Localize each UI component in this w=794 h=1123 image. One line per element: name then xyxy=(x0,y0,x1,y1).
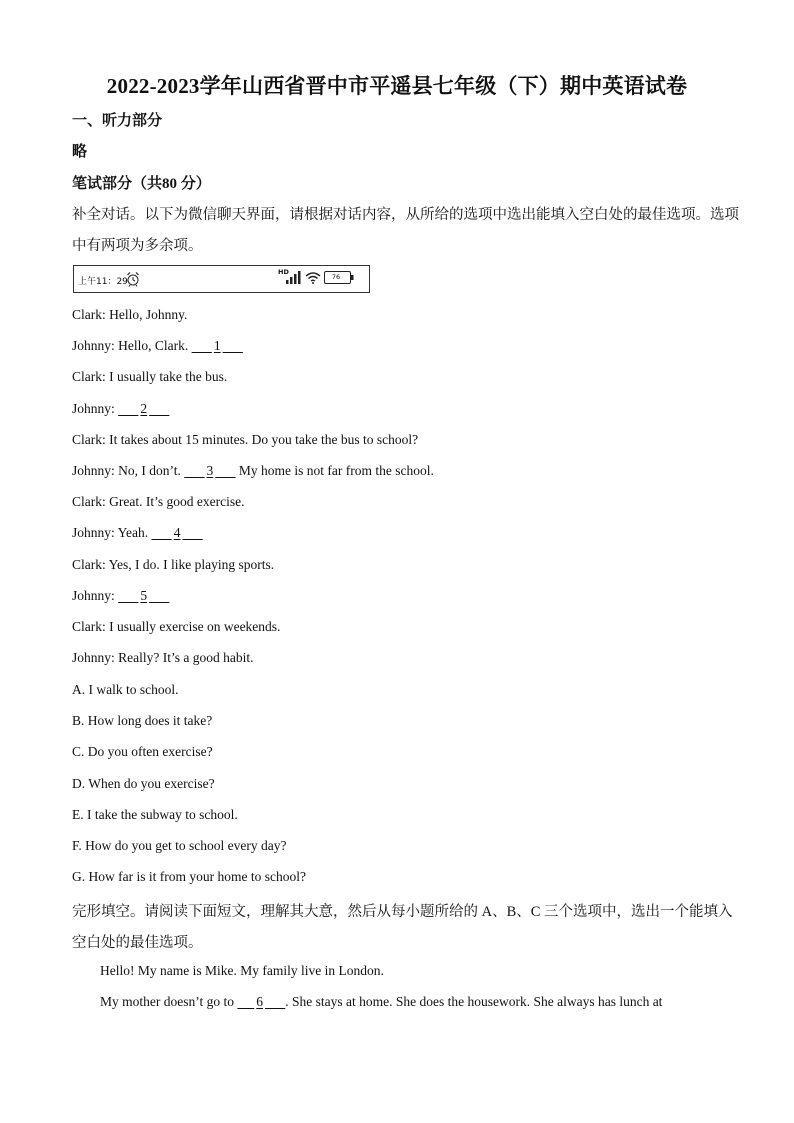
dialogue-text: Clark: I usually exercise on weekends. xyxy=(72,619,281,634)
network-label: HD xyxy=(278,268,289,276)
dialogue-line xyxy=(72,525,203,541)
dialogue-text: Clark: I usually take the bus. xyxy=(72,369,228,384)
answer-blank[interactable]: 3 xyxy=(206,463,214,478)
dialogue-line xyxy=(72,432,418,448)
dialogue-line xyxy=(72,463,434,479)
wifi-icon xyxy=(305,271,321,284)
dialogue-text: Johnny: Hello, Clark. xyxy=(72,338,192,353)
dialogue-text: Johnny: Really? It’s a good habit. xyxy=(72,650,254,665)
dialogue-line xyxy=(72,338,243,354)
page-title: 2022-2023学年山西省晋中市平遥县七年级（下）期中英语试卷 xyxy=(106,74,688,98)
answer-option: E. I take the subway to school. xyxy=(72,807,238,822)
answer-blank[interactable]: 2 xyxy=(140,401,148,416)
dialogue-text: Johnny: No, I don’t. xyxy=(72,463,185,478)
passage-text: My mother doesn’t go to xyxy=(100,994,238,1009)
dialogue-line xyxy=(72,588,169,604)
answer-blank[interactable]: 4 xyxy=(173,525,181,540)
dialogue-text: Johnny: xyxy=(72,588,119,603)
dialogue-text: My home is not far from the school. xyxy=(235,463,434,478)
dialogue-line xyxy=(72,369,227,385)
chat-status-bar xyxy=(73,265,370,293)
dialogue-line xyxy=(72,650,253,666)
dialogue-line xyxy=(72,619,280,635)
status-time: 上午11：29 xyxy=(78,277,128,287)
passage-paragraph: Hello! My name is Mike. My family live in London. xyxy=(100,963,384,978)
section-heading-written: 笔试部分（共80 分） xyxy=(72,176,211,192)
answer-option: C. Do you often exercise? xyxy=(72,744,213,759)
answer-blank[interactable]: 6 xyxy=(256,994,263,1009)
answer-option: F. How do you get to school every day? xyxy=(72,838,287,853)
dialogue-line xyxy=(72,307,187,323)
instruction-line: 中有两项为多余项。 xyxy=(72,238,203,254)
dialogue-text: Clark: It takes about 15 minutes. Do you take the bus to school? xyxy=(72,432,419,447)
answer-option: B. How long does it take? xyxy=(72,713,213,728)
passage-text: . She stays at home. She does the housework. She always has lunch at xyxy=(285,994,663,1009)
instruction-line: 完形填空。请阅读下面短文，理解其大意，然后从每小题所给的 A、B、C 三个选项中，选出一个能填入 xyxy=(72,904,733,920)
instruction-line: 补全对话。以下为微信聊天界面，请根据对话内容，从所给的选项中选出能填入空白处的最佳选项。选项 xyxy=(72,207,739,223)
dialogue-line xyxy=(72,494,244,510)
alarm-clock-icon xyxy=(126,271,140,287)
passage-paragraph xyxy=(100,994,662,1010)
dialogue-text: Clark: Hello, Johnny. xyxy=(72,307,188,322)
answer-blank[interactable]: 5 xyxy=(140,588,148,603)
answer-option: G. How far is it from your home to school? xyxy=(72,869,306,884)
dialogue-text: Johnny: Yeah. xyxy=(72,525,152,540)
dialogue-line xyxy=(72,401,169,417)
instruction-line: 空白处的最佳选项。 xyxy=(72,935,203,951)
dialogue-text: Johnny: xyxy=(72,401,119,416)
section-heading-listening: 一、听力部分 xyxy=(72,113,163,129)
dialogue-text: Clark: Yes, I do. I like playing sports. xyxy=(72,557,275,572)
answer-option: A. I walk to school. xyxy=(72,682,179,697)
signal-icon xyxy=(285,270,301,284)
battery-level: 76 xyxy=(331,273,341,281)
answer-blank[interactable]: 1 xyxy=(213,338,221,353)
section-note: 略 xyxy=(72,144,88,160)
answer-option: D. When do you exercise? xyxy=(72,776,215,791)
dialogue-text: Clark: Great. It’s good exercise. xyxy=(72,494,245,509)
dialogue-line xyxy=(72,557,274,573)
